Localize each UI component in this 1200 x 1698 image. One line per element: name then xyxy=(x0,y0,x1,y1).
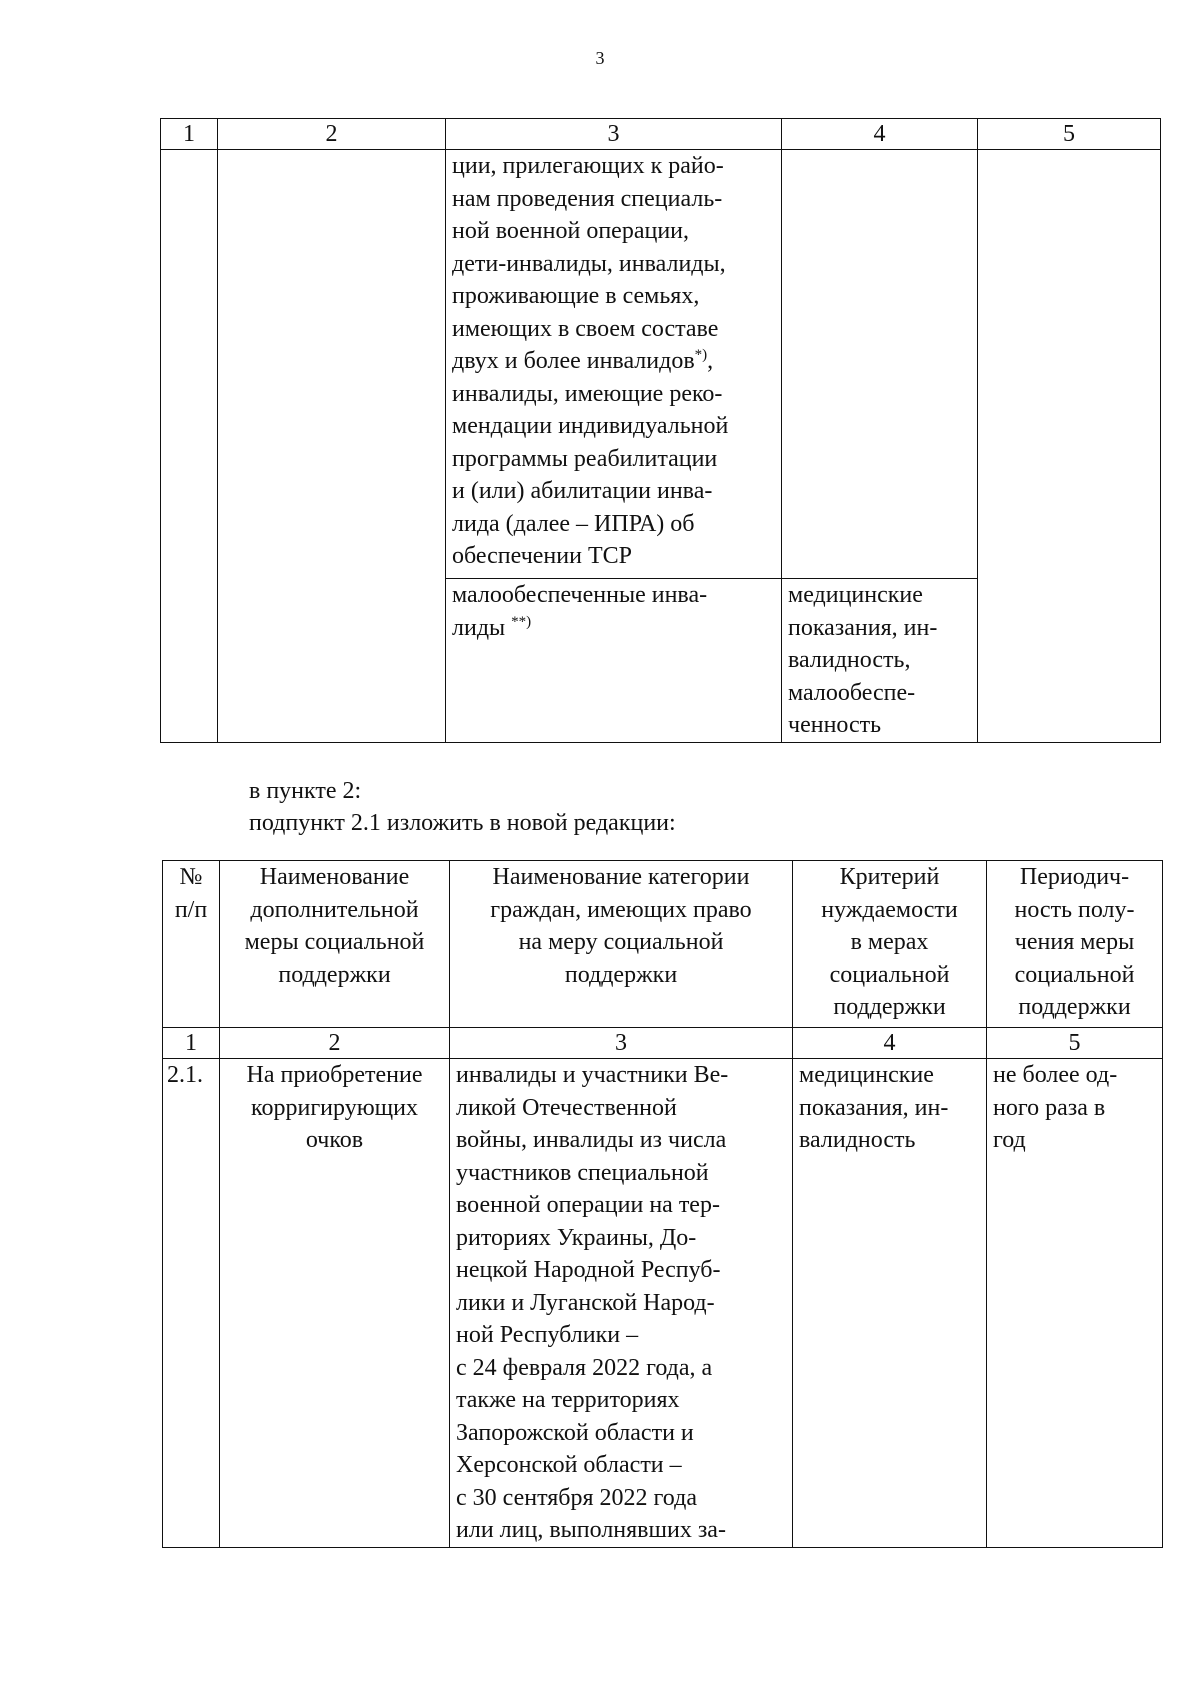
periodicity-cell xyxy=(978,150,1161,743)
category-line-with-footnote: двух и более инвалидов*), xyxy=(452,347,714,374)
column-number-2: 2 xyxy=(220,1028,450,1059)
category-line: имеющих в своем составе xyxy=(452,315,719,342)
category-line: инвалиды, имеющие реко- xyxy=(452,380,723,407)
category-line: нам проведения специаль- xyxy=(452,185,723,212)
measure-name-cell: На приобретение корригирующих очков xyxy=(220,1059,450,1548)
intro-line-2: подпункт 2.1 изложить в новой редакции: xyxy=(249,810,676,836)
intro-text xyxy=(249,775,676,839)
row-number-cell: 2.1. xyxy=(163,1059,220,1548)
criterion-cell xyxy=(782,150,978,579)
table-header-row xyxy=(163,861,1163,1028)
table-row xyxy=(163,1059,1163,1548)
column-number-1: 1 xyxy=(163,1028,220,1059)
category-cell xyxy=(446,150,782,579)
column-number-5: 5 xyxy=(987,1028,1163,1059)
column-number-5: 5 xyxy=(978,119,1161,150)
footnote-mark: **) xyxy=(511,613,532,630)
header-measure-name: Наименование дополнительной меры социальной поддержки xyxy=(220,861,450,1028)
category-line: программы реабилитации xyxy=(452,445,718,472)
header-periodicity: Периодич- ность полу- чения меры социальной поддержки xyxy=(987,861,1163,1028)
category-line: обеспечении ТСР xyxy=(452,543,632,569)
column-number-4: 4 xyxy=(793,1028,987,1059)
category-line: дети-инвалиды, инвалиды, xyxy=(452,250,726,277)
row-number-cell xyxy=(161,150,218,743)
header-number: № п/п xyxy=(163,861,220,1028)
criterion-cell: медицинские показания, ин- валидность xyxy=(793,1059,987,1548)
category-line: ной военной операции, xyxy=(452,218,690,244)
subparagraph-table xyxy=(162,860,1163,1548)
column-number-4: 4 xyxy=(782,119,978,150)
column-number-2: 2 xyxy=(218,119,446,150)
table-header-numbers xyxy=(163,1028,1163,1059)
measure-name-cell xyxy=(218,150,446,743)
intro-line-1: в пункте 2: xyxy=(249,778,362,804)
header-category: Наименование категории граждан, имеющих право на меру социальной поддержки xyxy=(450,861,793,1028)
continuation-table xyxy=(160,118,1161,743)
category-cell-low-income: малообеспеченные инва- лиды **) xyxy=(446,579,782,743)
column-number-3: 3 xyxy=(446,119,782,150)
header-criterion: Критерий нуждаемости в мерах социальной поддержки xyxy=(793,861,987,1028)
category-line: ции, прилегающих к райо- xyxy=(452,153,724,179)
table-header-numbers xyxy=(161,119,1161,150)
criterion-cell-low-income: медицинские показания, ин- валидность, малообеспе- ченность xyxy=(782,579,978,743)
category-line: проживающие в семьях, xyxy=(452,283,700,309)
category-cell: инвалиды и участники Ве- ликой Отечественной войны, инвалиды из числа участников специальной военной операции на тер- риториях Украины, До- нецкой Народной Респуб- лики и Луганской Народ- ной Республики – с 24 февраля 2022 года, а также на территориях Запорожской области и Херсонской области – с 30 сентября 2022 года или лиц, выполнявших за- xyxy=(450,1059,793,1548)
footnote-mark: *) xyxy=(694,347,708,363)
periodicity-cell: не более од- ного раза в год xyxy=(987,1059,1163,1548)
category-line: лида (далее – ИПРА) об xyxy=(452,510,695,537)
page-number: 3 xyxy=(595,48,605,68)
category-line: мендации индивидуальной xyxy=(452,413,729,439)
column-number-1: 1 xyxy=(161,119,218,150)
column-number-3: 3 xyxy=(450,1028,793,1059)
table-row xyxy=(161,150,1161,579)
category-line: и (или) абилитации инва- xyxy=(452,478,713,504)
